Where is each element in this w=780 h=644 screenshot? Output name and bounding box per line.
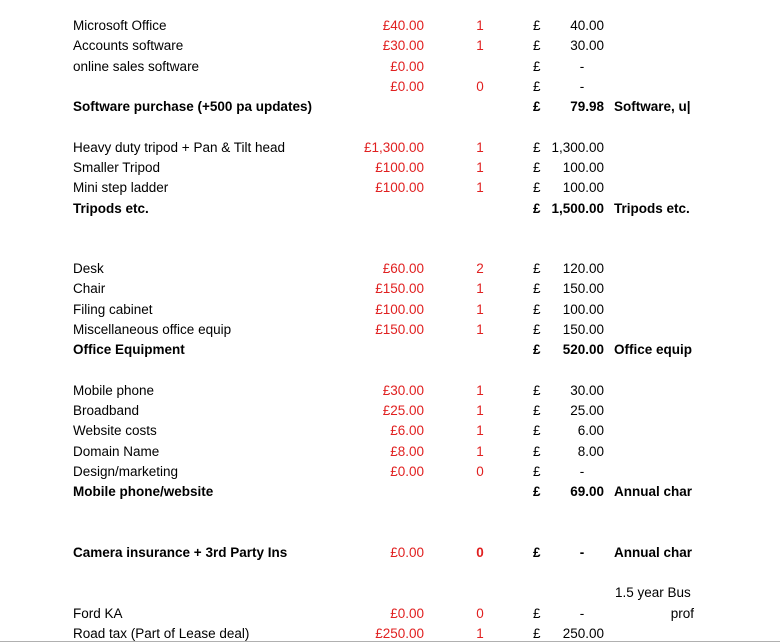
unit-price[interactable]: £250.00 — [375, 626, 424, 641]
currency-symbol: £ — [533, 180, 541, 195]
currency-symbol: £ — [533, 281, 541, 296]
table-row — [0, 178, 780, 198]
quantity[interactable]: 1 — [476, 38, 484, 53]
unit-price[interactable]: £0.00 — [390, 545, 424, 560]
line-total[interactable]: 30.00 — [570, 383, 604, 398]
unit-price[interactable]: £0.00 — [390, 79, 424, 94]
item-label[interactable]: Road tax (Part of Lease deal) — [73, 626, 250, 641]
section-total-row — [0, 97, 780, 117]
section-total-row — [0, 543, 780, 563]
quantity[interactable]: 1 — [476, 302, 484, 317]
currency-symbol: £ — [533, 383, 541, 398]
item-label[interactable]: Accounts software — [73, 38, 184, 53]
section-total-label[interactable]: Mobile phone/website — [73, 484, 214, 499]
section-total[interactable]: - — [579, 545, 585, 560]
table-row — [0, 300, 780, 320]
table-row — [0, 401, 780, 421]
item-label[interactable]: Mobile phone — [73, 383, 155, 398]
currency-symbol: £ — [533, 302, 541, 317]
section-total[interactable]: 1,500.00 — [551, 201, 604, 216]
currency-symbol: £ — [533, 484, 541, 499]
item-label[interactable]: Desk — [73, 261, 104, 276]
table-row — [0, 138, 780, 158]
item-label[interactable]: Mini step ladder — [73, 180, 169, 195]
table-row — [0, 57, 780, 77]
line-total[interactable]: - — [579, 59, 585, 74]
section-total-label[interactable]: Tripods etc. — [73, 201, 149, 216]
quantity[interactable] — [470, 57, 490, 77]
item-label[interactable]: Broadband — [73, 403, 140, 418]
line-total[interactable]: - — [579, 79, 585, 94]
section-total[interactable]: 69.00 — [570, 484, 604, 499]
currency-symbol: £ — [533, 99, 541, 114]
item-label[interactable]: Smaller Tripod — [73, 160, 161, 175]
item-label[interactable]: Miscellaneous office equip — [73, 322, 232, 337]
currency-symbol: £ — [533, 140, 541, 155]
unit-price[interactable]: £0.00 — [390, 59, 424, 74]
currency-symbol: £ — [533, 322, 541, 337]
table-row — [0, 421, 780, 441]
currency-symbol: £ — [533, 342, 541, 357]
item-label[interactable]: Domain Name — [73, 444, 160, 459]
line-total[interactable]: 1,300.00 — [551, 140, 604, 155]
unit-price[interactable]: £1,300.00 — [363, 140, 424, 155]
line-total[interactable]: 150.00 — [562, 322, 604, 337]
currency-symbol: £ — [533, 626, 541, 641]
quantity[interactable]: 0 — [476, 545, 484, 560]
line-total[interactable]: 100.00 — [562, 180, 604, 195]
currency-symbol: £ — [533, 606, 541, 621]
section-total-label[interactable]: Office Equipment — [73, 342, 185, 357]
unit-price[interactable]: £150.00 — [375, 322, 424, 337]
line-total[interactable]: 6.00 — [577, 423, 604, 438]
currency-symbol: £ — [533, 18, 541, 33]
table-row — [0, 604, 780, 624]
currency-symbol: £ — [533, 444, 541, 459]
quantity[interactable]: 1 — [476, 140, 484, 155]
section-total-row — [0, 482, 780, 502]
unit-price[interactable]: £100.00 — [375, 180, 424, 195]
table-row — [0, 442, 780, 462]
unit-price[interactable]: £30.00 — [382, 38, 424, 53]
table-row — [0, 381, 780, 401]
line-total[interactable]: 25.00 — [570, 403, 604, 418]
currency-symbol: £ — [533, 201, 541, 216]
section-note[interactable]: prof — [670, 606, 694, 621]
currency-symbol: £ — [533, 545, 541, 560]
unit-price[interactable]: £100.00 — [375, 302, 424, 317]
line-total[interactable]: 100.00 — [562, 302, 604, 317]
item-label[interactable]: online sales software — [73, 59, 200, 74]
unit-price[interactable]: £150.00 — [375, 281, 424, 296]
item-label[interactable]: Website costs — [73, 423, 157, 438]
line-total[interactable]: 30.00 — [570, 38, 604, 53]
unit-price[interactable]: £40.00 — [382, 18, 424, 33]
quantity[interactable]: 1 — [476, 18, 484, 33]
quantity[interactable]: 1 — [476, 444, 484, 459]
line-total[interactable]: 8.00 — [577, 444, 604, 459]
currency-symbol: £ — [533, 464, 541, 479]
section-total-label[interactable]: Camera insurance + 3rd Party Ins — [73, 545, 288, 560]
item-label[interactable]: Microsoft Office — [73, 18, 167, 33]
quantity[interactable]: 1 — [476, 160, 484, 175]
line-total[interactable]: 250.00 — [562, 626, 604, 641]
item-label[interactable]: Ford KA — [73, 606, 123, 621]
section-total[interactable]: 520.00 — [562, 342, 604, 357]
line-total[interactable]: 120.00 — [562, 261, 604, 276]
unit-price[interactable]: £30.00 — [382, 383, 424, 398]
section-note[interactable]: Tripods etc. — [614, 201, 690, 216]
table-row — [0, 583, 780, 603]
quantity[interactable]: 0 — [476, 79, 484, 94]
item-label[interactable]: Filing cabinet — [73, 302, 153, 317]
quantity[interactable]: 2 — [476, 261, 484, 276]
quantity[interactable]: 1 — [476, 281, 484, 296]
quantity[interactable]: 1 — [476, 322, 484, 337]
currency-symbol: £ — [533, 59, 541, 74]
item-label[interactable]: Heavy duty tripod + Pan & Tilt head — [73, 140, 285, 155]
section-note[interactable]: Software, u| — [614, 99, 691, 114]
table-row — [0, 158, 780, 178]
table-row — [0, 259, 780, 279]
quantity[interactable]: 0 — [476, 606, 484, 621]
table-row — [0, 77, 780, 97]
unit-price[interactable]: £0.00 — [390, 464, 424, 479]
item-label[interactable]: Design/marketing — [73, 464, 179, 479]
table-row — [0, 320, 780, 340]
table-row — [0, 16, 780, 36]
unit-price[interactable]: £6.00 — [390, 423, 424, 438]
unit-price[interactable]: £8.00 — [390, 444, 424, 459]
quantity[interactable]: 1 — [476, 403, 484, 418]
currency-symbol: £ — [533, 160, 541, 175]
quantity[interactable]: 1 — [476, 626, 484, 641]
section-total-row — [0, 340, 780, 360]
line-total[interactable]: 40.00 — [570, 18, 604, 33]
quantity[interactable]: 0 — [476, 464, 484, 479]
section-total[interactable]: 79.98 — [570, 99, 604, 114]
unit-price[interactable]: £0.00 — [390, 606, 424, 621]
line-total[interactable]: - — [579, 606, 585, 621]
section-note[interactable]: Annual char — [614, 484, 693, 499]
unit-price[interactable]: £60.00 — [382, 261, 424, 276]
line-total[interactable]: 100.00 — [562, 160, 604, 175]
currency-symbol: £ — [533, 79, 541, 94]
unit-price[interactable]: £100.00 — [375, 160, 424, 175]
section-note[interactable]: 1.5 year Bus — [615, 585, 691, 600]
section-total-label[interactable]: Software purchase (+500 pa updates) — [73, 99, 312, 114]
item-label[interactable]: Chair — [73, 281, 106, 296]
unit-price[interactable]: £25.00 — [382, 403, 424, 418]
section-note[interactable]: Office equip — [614, 342, 693, 357]
line-total[interactable]: 150.00 — [562, 281, 604, 296]
line-total[interactable]: - — [579, 464, 585, 479]
quantity[interactable]: 1 — [476, 383, 484, 398]
table-row — [0, 462, 780, 482]
currency-symbol: £ — [533, 261, 541, 276]
section-note[interactable]: Annual char — [614, 545, 693, 560]
quantity[interactable]: 1 — [476, 180, 484, 195]
currency-symbol: £ — [533, 403, 541, 418]
table-row — [0, 36, 780, 56]
section-total-row — [0, 199, 780, 219]
quantity[interactable]: 1 — [476, 423, 484, 438]
divider — [0, 641, 780, 642]
currency-symbol: £ — [533, 38, 541, 53]
table-row — [0, 279, 780, 299]
currency-symbol: £ — [533, 423, 541, 438]
